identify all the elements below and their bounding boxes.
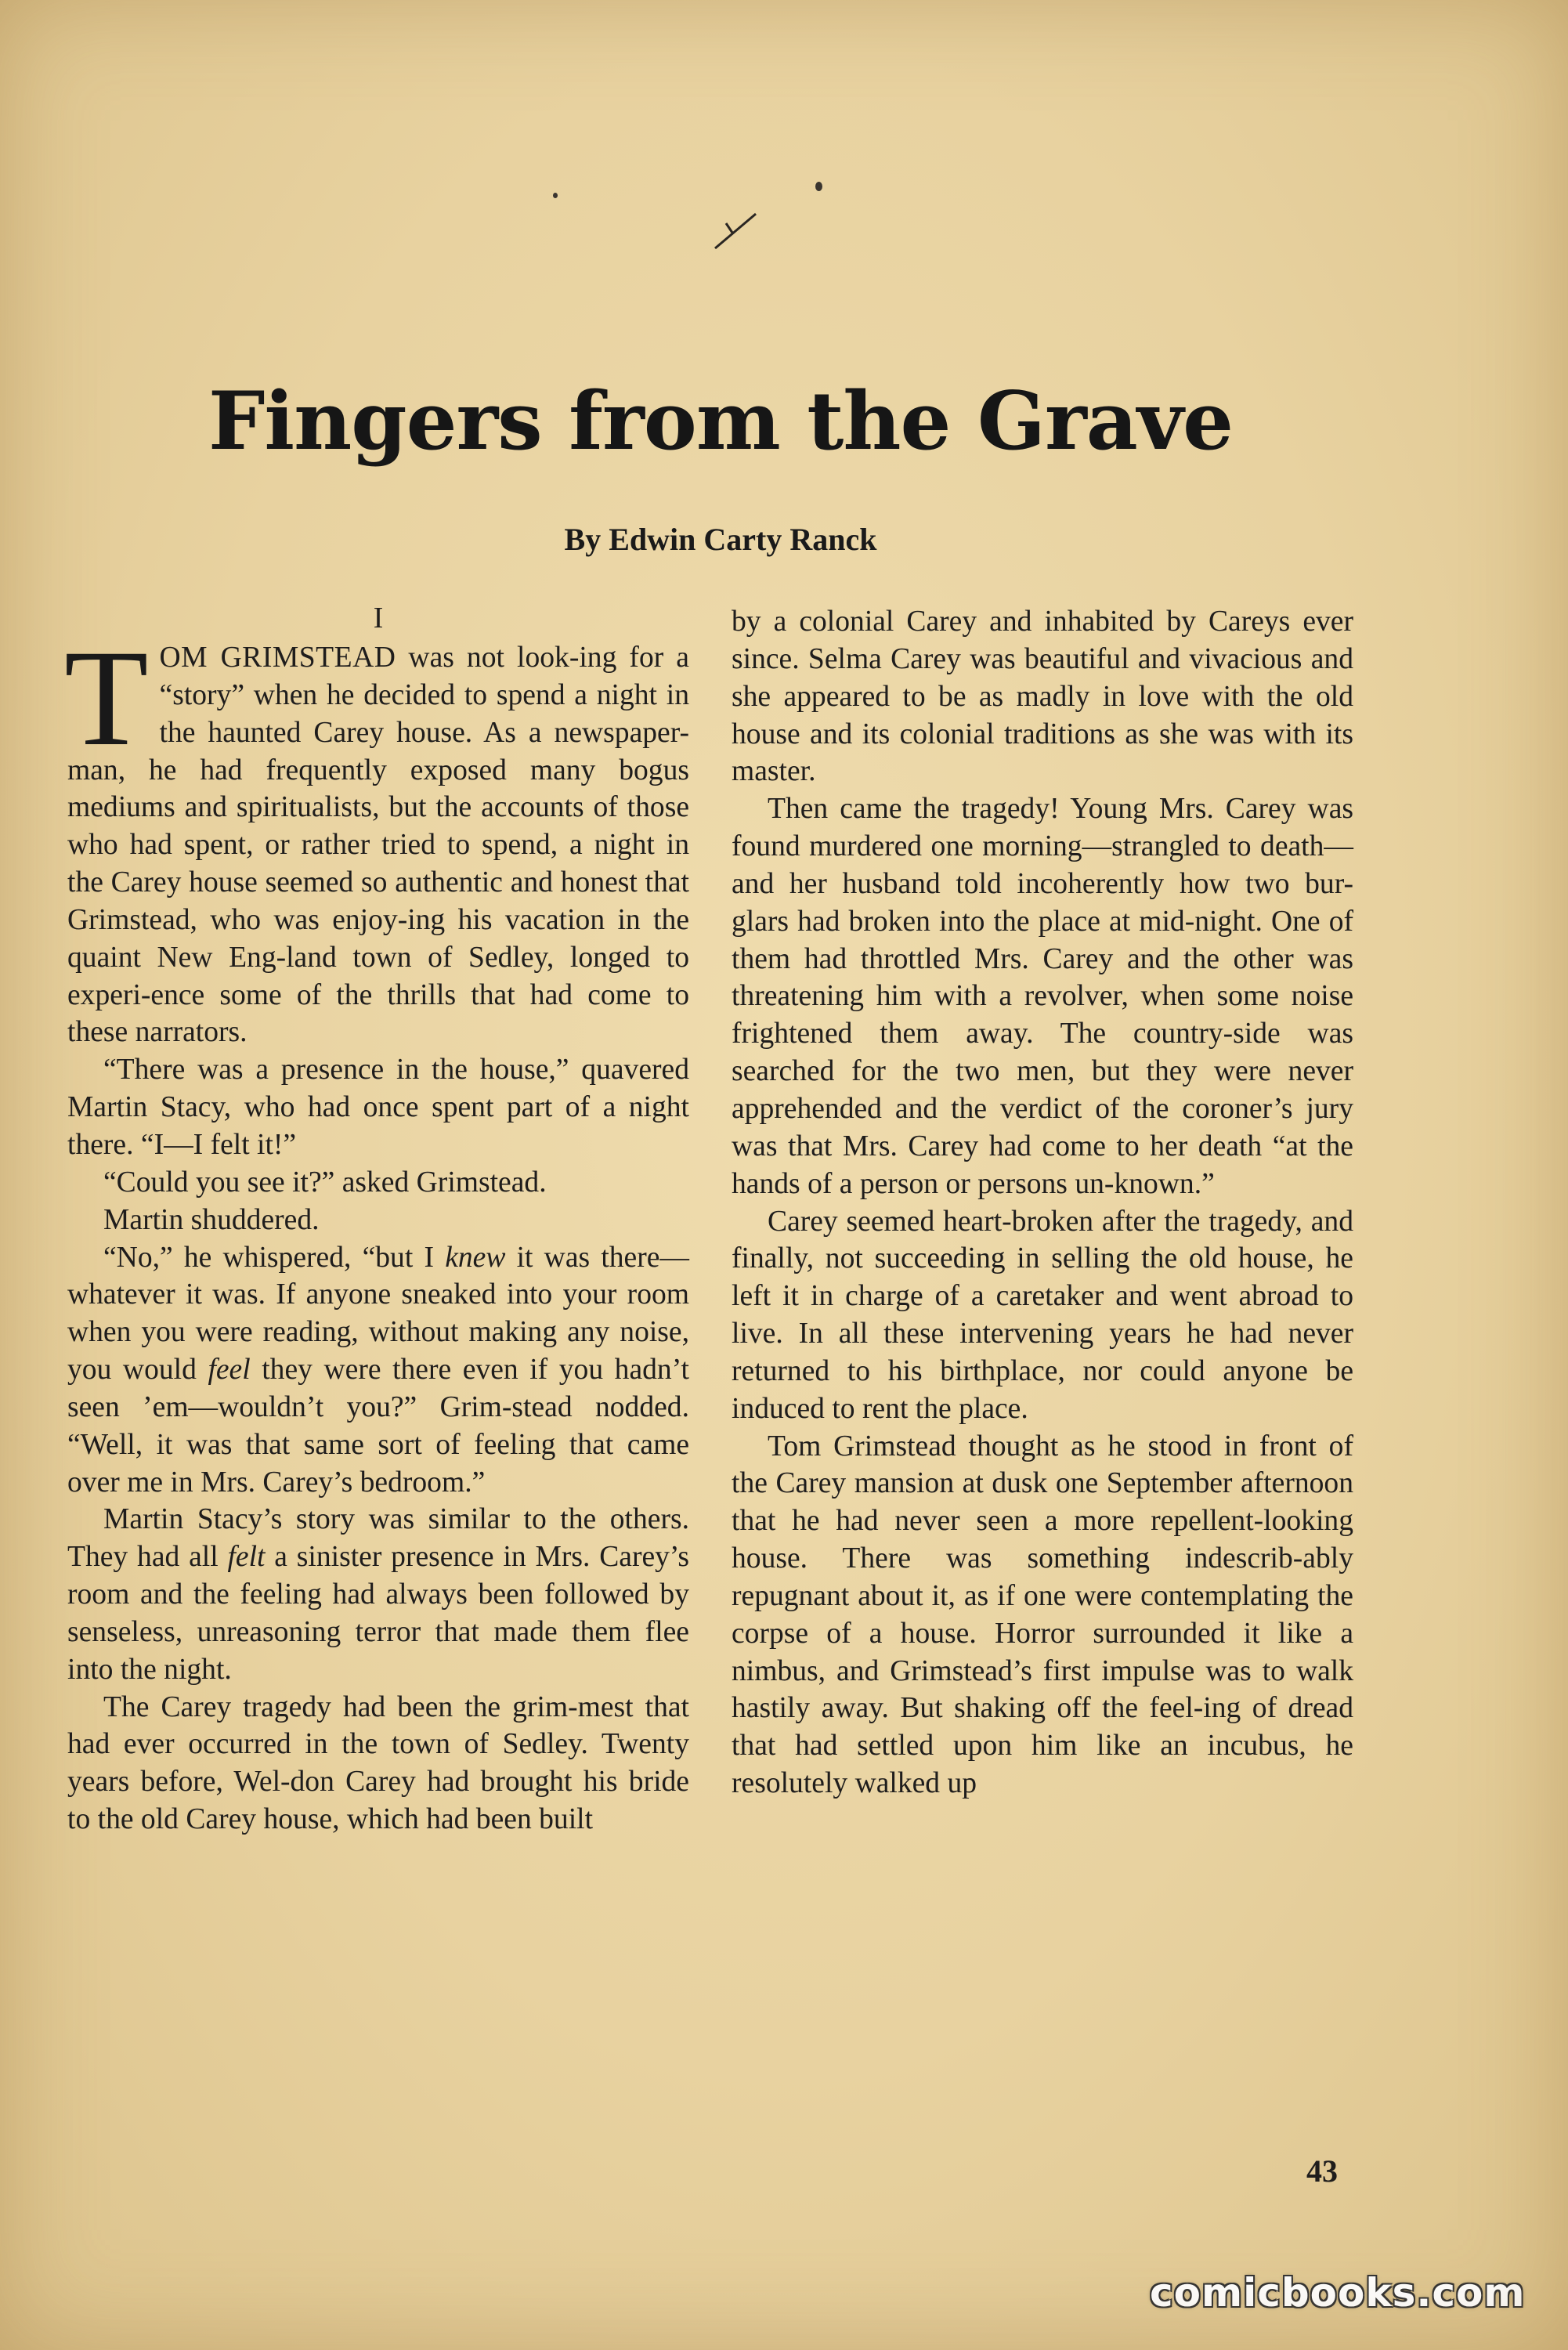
italic-word: felt: [227, 1541, 266, 1574]
story-title: Fingers from the Grave: [208, 374, 1234, 468]
paragraph-text: it was there—whatever it was. If anyone sneaked into your room when you were reading, without making any noise, you would: [67, 1241, 689, 1386]
author-byline: By Edwin Carty Ranck: [564, 522, 877, 557]
opening-paragraph: [64, 622, 689, 1051]
italic-word: feel: [208, 1354, 251, 1386]
right-column: [732, 603, 1353, 1802]
paragraph-text: they were there even if you hadn’t seen ’em—wouldn’t you?” Grim-stead nodded. “Well, it was that same sort of feeling that came over me in Mrs. Carey’s bedroom.”: [67, 1354, 689, 1499]
ink-speck: [553, 193, 558, 198]
pen-stroke-mark: [709, 192, 787, 255]
paragraph: Tom Grimstead thought as he stood in front of the Carey mansion at dusk one September afternoon that he had never seen a more repellent-looking house. There was something indescrib-ably repugnant about it, as if one were contemplating the corpse of a house. Horror surrounded it like a nimbus, and Grimstead’s first impulse was to walk hastily away. But shaking off the feel-ing of dread that had settled upon him like an incubus, he resolutely walked up: [732, 1430, 1353, 1800]
opening-text: was not look-ing for a “story” when he decided to spend a night in the haunted Carey house. As a newspaper-man, he had frequently exposed many bogus mediums and spiritualists, but the accounts of those who had spent, or rather tried to spend, a night in the Carey house seemed so authentic and honest that Grimstead, who was enjoy-ing his vacation in the quaint New Eng-land town of Sedley, longed to experi-ence some of the thrills that had come to these narrators.: [67, 642, 689, 1049]
page-number: 43: [1306, 2153, 1338, 2189]
site-watermark: comicbooks.com: [1150, 2270, 1526, 2316]
paragraph: [67, 1239, 689, 1502]
opening-words: OM GRIMSTEAD: [159, 642, 396, 674]
ink-speck: [815, 182, 822, 191]
paragraph: Carey seemed heart-broken after the tragedy, and finally, not succeeding in selling the old house, he left it in charge of a caretaker and went abroad to live. In all these intervening years he had never returned to his birthplace, nor could anyone be induced to rent the place.: [732, 1205, 1353, 1425]
paragraph: Martin shuddered.: [103, 1203, 320, 1236]
paragraph: by a colonial Carey and inhabited by Careys ever since. Selma Carey was beautiful and vivacious and she appeared to be as madly in love with the old house and its colonial traditions as she was with its master.: [732, 606, 1353, 788]
drop-cap: T: [64, 622, 149, 775]
italic-word: knew: [445, 1241, 506, 1274]
paragraph: Then came the tragedy! Young Mrs. Carey was found murdered one morning—strangled to death—and her husband told incoherently how two bur-glars had broken into the place at mid-night. One of them had throttled Mrs. Carey and the other was threatening him with a revolver, when some noise frightened them away. The country-side was searched for the two men, but they were never apprehended and the verdict of the coroner’s jury was that Mrs. Carey had come to her death “at the hands of a person or persons un-known.”: [732, 793, 1353, 1200]
paragraph: “There was a presence in the house,” quavered Martin Stacy, who had once spent part of a night there. “I—I felt it!”: [67, 1054, 689, 1161]
left-column: [64, 598, 689, 1838]
section-number: I: [373, 602, 384, 634]
paragraph: “Could you see it?” asked Grimstead.: [103, 1166, 547, 1198]
paragraph: [67, 1501, 689, 1688]
paragraph-text: Martin Stacy’s story was similar to the others. They had all: [67, 1503, 689, 1574]
paragraph: The Carey tragedy had been the grim-mest that had ever occurred in the town of Sedley. Twenty years before, Wel-don Carey had brought his bride to the old Carey house, which had been built: [67, 1690, 689, 1836]
paragraph-text: “No,” he whispered, “but I: [103, 1241, 446, 1274]
paragraph-text: a sinister presence in Mrs. Carey’s room and the feeling had always been followed by senseless, unreasoning terror that made them flee into the night.: [67, 1541, 689, 1686]
